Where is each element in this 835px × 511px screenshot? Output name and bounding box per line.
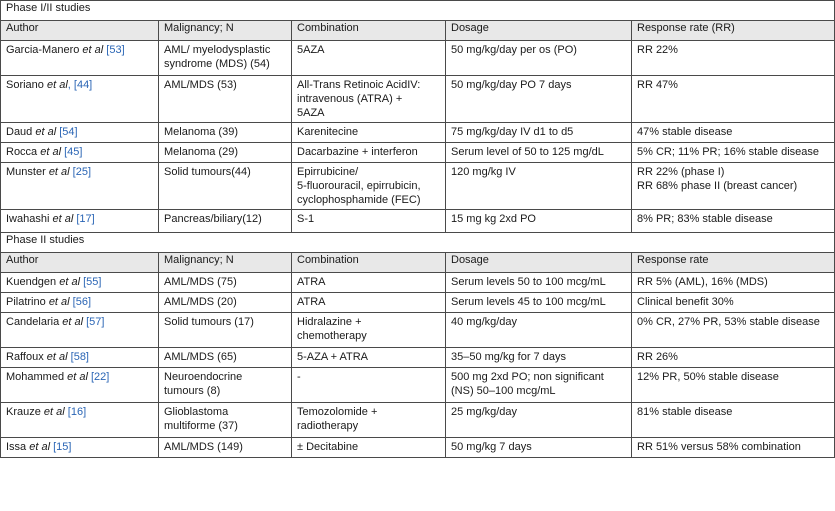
author-name: Garcia-Manero [6,44,80,56]
column-header: Response rate (RR) [632,21,835,41]
dosage-cell: Serum levels 45 to 100 mcg/mL [446,293,632,313]
combination-cell: Karenitecine [292,123,446,143]
section-title-row [1,233,835,253]
table-row [1,76,835,123]
citation-link[interactable]: [53] [106,44,125,56]
et-al: et al [62,316,84,328]
column-header: Combination [292,253,446,273]
malignancy-cell: AML/MDS (53) [159,76,292,123]
et-al: et al [59,276,81,288]
author-cell [1,41,159,76]
column-header: Dosage [446,253,632,273]
citation-link[interactable]: [22] [91,371,110,383]
combination-cell: Epirrubicine/ 5-fluorouracil, epirrubicin, cyclophosphamide (FEC) [292,163,446,210]
response-cell: RR 22% [632,41,835,76]
author-name: Pilatrino [6,296,46,308]
dosage-cell: 75 mg/kg/day IV d1 to d5 [446,123,632,143]
malignancy-cell: AML/MDS (65) [159,348,292,368]
table-row [1,143,835,163]
author-cell [1,143,159,163]
author-cell [1,210,159,233]
table-row [1,438,835,458]
et-al: et al [40,146,62,158]
malignancy-cell: Solid tumours(44) [159,163,292,210]
section-title: Phase II studies [1,233,835,253]
combination-cell: ± Decitabine [292,438,446,458]
author-name: Issa [6,441,27,453]
column-header-row [1,253,835,273]
column-header: Malignancy; N [159,21,292,41]
dosage-cell: 15 mg kg 2xd PO [446,210,632,233]
table-row [1,368,835,403]
dosage-cell: Serum levels 50 to 100 mcg/mL [446,273,632,293]
column-header: Author [1,21,159,41]
author-name: Raffoux [6,351,44,363]
citation-link[interactable]: [56] [72,296,92,308]
author-name: Mohammed [6,371,65,383]
combination-cell: Hidralazine + chemotherapy [292,313,446,348]
citation-link[interactable]: [54] [59,126,78,138]
malignancy-cell: Glioblastoma multiforme (37) [159,403,292,438]
et-al: et al [46,79,68,91]
response-cell: 8% PR; 83% stable disease [632,210,835,233]
malignancy-cell: AML/ myelodysplastic syndrome (MDS) (54) [159,41,292,76]
combination-cell: S-1 [292,210,446,233]
table-row [1,210,835,233]
combination-cell: Dacarbazine + interferon [292,143,446,163]
column-header: Combination [292,21,446,41]
citation-link[interactable]: [45] [64,146,83,158]
table-row [1,41,835,76]
combination-cell: 5-AZA + ATRA [292,348,446,368]
et-al: et al [43,406,65,418]
table-row [1,123,835,143]
dosage-cell: 50 mg/kg/day PO 7 days [446,76,632,123]
combination-cell: Temozolomide + radiotherapy [292,403,446,438]
combination-cell: ATRA [292,293,446,313]
response-cell: 0% CR, 27% PR, 53% stable disease [632,313,835,348]
author-cell [1,313,159,348]
studies-table-body [1,1,835,458]
et-al: et al [29,441,51,453]
response-cell: RR 51% versus 58% combination [632,438,835,458]
author-name: Iwahashi [6,213,50,225]
author-cell [1,348,159,368]
malignancy-cell: Melanoma (39) [159,123,292,143]
author-cell [1,403,159,438]
column-header: Response rate [632,253,835,273]
citation-link[interactable]: [58] [70,351,89,363]
author-cell [1,163,159,210]
combination-cell: 5AZA [292,41,446,76]
author-cell [1,76,159,123]
response-cell: RR 5% (AML), 16% (MDS) [632,273,835,293]
citation-link[interactable]: [55] [83,276,102,288]
malignancy-cell: AML/MDS (149) [159,438,292,458]
citation-link[interactable]: [25] [72,166,92,178]
table-row [1,293,835,313]
response-cell: RR 26% [632,348,835,368]
et-al: et al [48,296,70,308]
author-name: Rocca [6,146,38,158]
author-cell [1,273,159,293]
et-al: et al [67,371,88,383]
citation-link[interactable]: [15] [53,441,72,453]
response-cell: RR 47% [632,76,835,123]
author-name: Kuendgen [6,276,57,288]
dosage-cell: 25 mg/kg/day [446,403,632,438]
dosage-cell: 500 mg 2xd PO; non significant (NS) 50–100 mcg/mL [446,368,632,403]
author-cell [1,438,159,458]
malignancy-cell: Neuroendocrine tumours (8) [159,368,292,403]
column-header-row [1,21,835,41]
author-name: Soriano [6,79,44,91]
malignancy-cell: AML/MDS (20) [159,293,292,313]
response-cell: Clinical benefit 30% [632,293,835,313]
author-cell [1,123,159,143]
dosage-cell: 40 mg/kg/day [446,313,632,348]
author-name: Munster [6,166,46,178]
response-cell: 47% stable disease [632,123,835,143]
section-title-row [1,1,835,21]
dosage-cell: 50 mg/kg 7 days [446,438,632,458]
combination-cell: All-Trans Retinoic AcidIV: intravenous (ATRA) + 5AZA [292,76,446,123]
table-row [1,348,835,368]
response-cell: 12% PR, 50% stable disease [632,368,835,403]
dosage-cell: 35–50 mg/kg for 7 days [446,348,632,368]
et-al: et al [48,166,70,178]
et-al: et al [35,126,57,138]
combination-cell: ATRA [292,273,446,293]
table-row [1,313,835,348]
dosage-cell: Serum level of 50 to 125 mg/dL [446,143,632,163]
response-cell: 81% stable disease [632,403,835,438]
citation-link[interactable]: , [44] [67,79,93,91]
author-cell [1,293,159,313]
dosage-cell: 120 mg/kg IV [446,163,632,210]
section-title: Phase I/II studies [1,1,835,21]
response-cell: RR 22% (phase I) RR 68% phase II (breast cancer) [632,163,835,210]
table-row [1,403,835,438]
malignancy-cell: Solid tumours (17) [159,313,292,348]
malignancy-cell: AML/MDS (75) [159,273,292,293]
author-name: Candelaria [6,316,60,328]
combination-cell: - [292,368,446,403]
citation-link[interactable]: [16] [67,406,87,418]
author-cell [1,368,159,403]
et-al: et al [82,44,104,56]
dosage-cell: 50 mg/kg/day per os (PO) [446,41,632,76]
malignancy-cell: Pancreas/biliary(12) [159,210,292,233]
et-al: et al [46,351,68,363]
et-al: et al [52,213,74,225]
column-header: Malignancy; N [159,253,292,273]
citation-link[interactable]: [17] [76,213,95,225]
author-name: Krauze [6,406,41,418]
author-name: Daud [6,126,33,138]
table-row [1,163,835,210]
malignancy-cell: Melanoma (29) [159,143,292,163]
column-header: Dosage [446,21,632,41]
column-header: Author [1,253,159,273]
table-row [1,273,835,293]
citation-link[interactable]: [57] [86,316,105,328]
response-cell: 5% CR; 11% PR; 16% stable disease [632,143,835,163]
